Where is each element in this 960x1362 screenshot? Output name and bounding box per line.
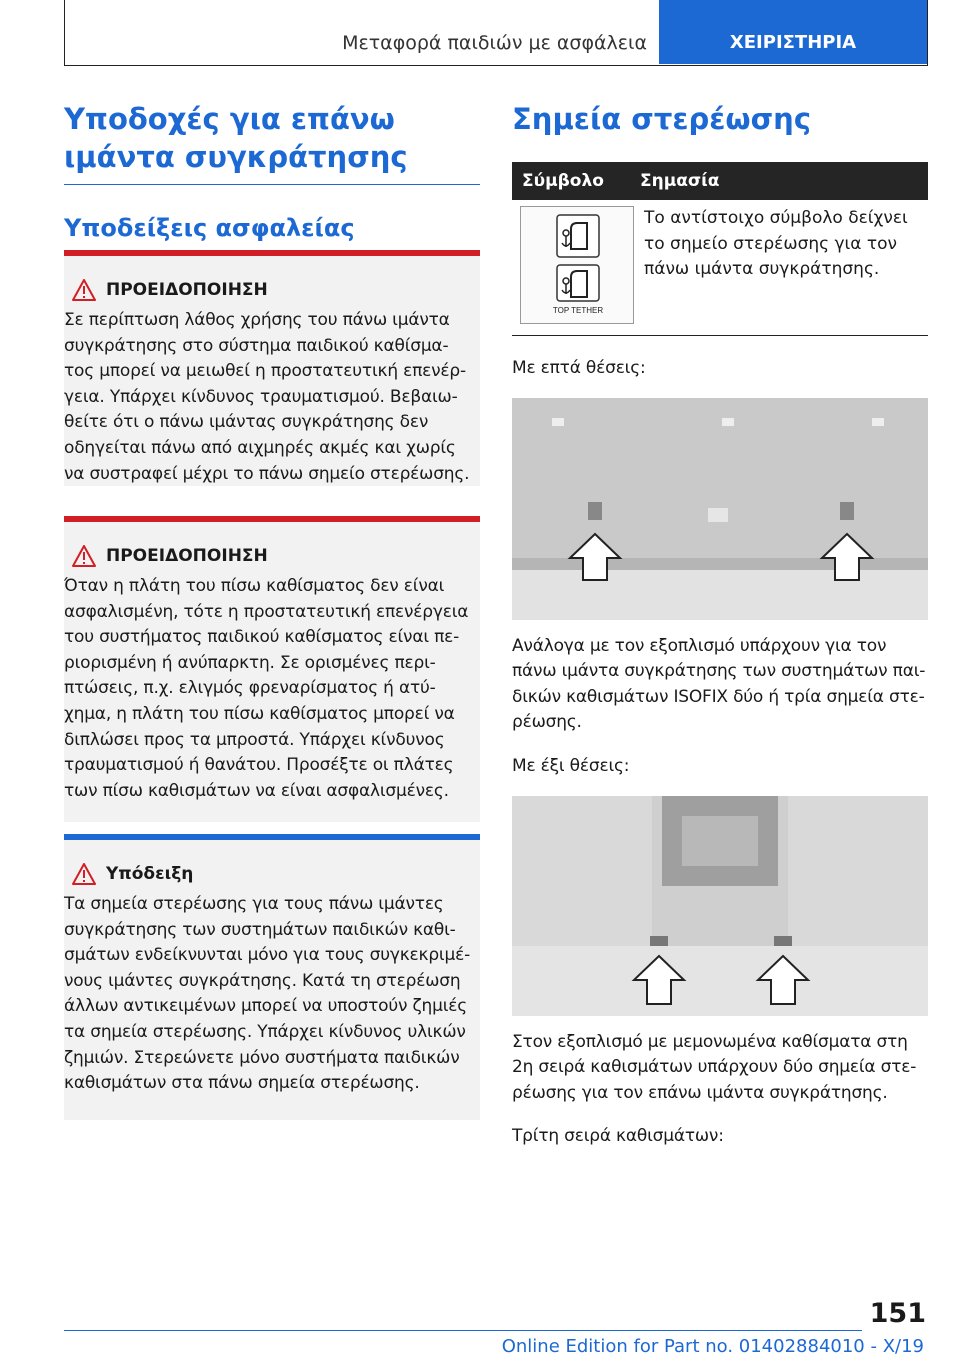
child-seat-anchor-icon [521, 207, 633, 323]
table-col-symbol: Σύμβολο [522, 171, 604, 191]
notice-label: ΠΡΟΕΙΔΟΠΟΙΗΣΗ [106, 280, 268, 300]
six-seat-photo [512, 796, 928, 1016]
top-tether-symbol [520, 206, 634, 324]
seven-seat-photo [512, 398, 928, 620]
symbol-table-row [512, 200, 928, 336]
left-column [64, 100, 480, 243]
table-col-meaning: Σημασία [640, 171, 720, 191]
symbol-table-header [512, 162, 928, 200]
header-section-title: Μεταφορά παιδιών με ασφάλεια [342, 32, 647, 54]
anchor-points-title: Σημεία στερέωσης [512, 102, 812, 136]
notice-label: Υπόδειξη [106, 864, 194, 884]
notice-text: Σε περίπτωση λάθος χρήσης του πάνω ιμάντα συγκράτησης στο σύστημα παιδικού καθίσμα-τος μπορεί να μειωθεί η προστατευτική επενέρ-γεια. Υπάρχει κίνδυνος τραυματισμού. Βεβαιω-θείτε ότι ο πάνω ιμάντας συγκράτησης δεν οδηγείται πάνω από αιχμηρές ακμές και χωρίς να συστραφεί μέχρι το πάνω σημείο στερέωσης. [64, 310, 470, 484]
top-tether-caption: TOP TETHER [552, 306, 604, 315]
warning-triangle-icon [72, 863, 96, 885]
third-row-label: Τρίτη σειρά καθισμάτων: [512, 1126, 724, 1147]
hint-notice [64, 834, 480, 1120]
seven-seats-label: Με επτά θέσεις: [512, 358, 646, 378]
notice-label: ΠΡΟΕΙΔΟΠΟΙΗΣΗ [106, 546, 268, 566]
right-column [512, 100, 928, 1150]
header-chapter-tab: ΧΕΙΡΙΣΤΗΡΙΑ [659, 0, 927, 64]
isofix-paragraph: Ανάλογα με τον εξοπλισμό υπάρχουν για τον πάνω ιμάντα συγκράτησης των συστημάτων παι-δικών καθισμάτων ISOFIX δύο ή τρία σημεία στε-ρέωσης. [512, 635, 926, 733]
six-seats-label: Με έξι θέσεις: [512, 755, 630, 776]
six-seats-paragraph: Στον εξοπλισμό με μεμονωμένα καθίσματα στη 2η σειρά καθισμάτων υπάρχουν δύο σημεία στε-ρέωσης για τον επάνω ιμάντα συγκράτησης. [512, 1031, 917, 1103]
subsection-title: Υποδείξεις ασφαλείας [64, 214, 355, 242]
warning-notice-2 [64, 516, 480, 822]
title-rule [64, 184, 480, 185]
page-header [64, 0, 928, 66]
page-number: 151 [869, 1298, 926, 1329]
footer-edition: Online Edition for Part no. 01402884010 - X/19 [501, 1336, 924, 1357]
footer-rule [64, 1330, 862, 1331]
warning-notice-1 [64, 250, 480, 486]
symbol-meaning: Το αντίστοιχο σύμβολο δείχνει το σημείο στερέωσης για τον πάνω ιμάντα συγκράτησης. [644, 208, 908, 280]
notice-text: Τα σημεία στερέωσης για τους πάνω ιμάντες συγκράτησης των συστημάτων παιδικών καθι-σμάτων ενδείκνυνται μόνο για τους συγκεκριμέ-νους ιμάντες συγκράτησης. Κατά τη στερέωση άλλων αντικειμένων μπορεί να υποστούν ζημιές τα σημεία στερέωσης. Υπάρχει κίνδυνος υλικών ζημιών. Στερεώνετε μόνο συστήματα παιδικών καθισμάτων στα πάνω σημεία στερέωσης. [64, 894, 471, 1094]
warning-triangle-icon [72, 279, 96, 301]
warning-triangle-icon [72, 545, 96, 567]
section-title: Υποδοχές για επάνω ιμάντα συγκράτησης [64, 102, 408, 174]
notice-text: Όταν η πλάτη του πίσω καθίσματος δεν είναι ασφαλισμένη, τότε η προστατευτική επενέργεια του συστήματος παιδικού καθίσματος είναι πε-ριορισμένη ή ανύπαρκτη. Σε ορισμένες περι-πτώσεις, π.χ. ελιγμός φρεναρίσματος ή ατύ-χημα, η πλάτη του πίσω καθίσματος μπορεί να διπλώσει προς τα μπροστά. Υπάρχει κίνδυνος τραυματισμού ή θανάτου. Προσέξτε οι πλάτες των πίσω καθισμάτων να είναι ασφαλισμένες. [64, 576, 469, 801]
